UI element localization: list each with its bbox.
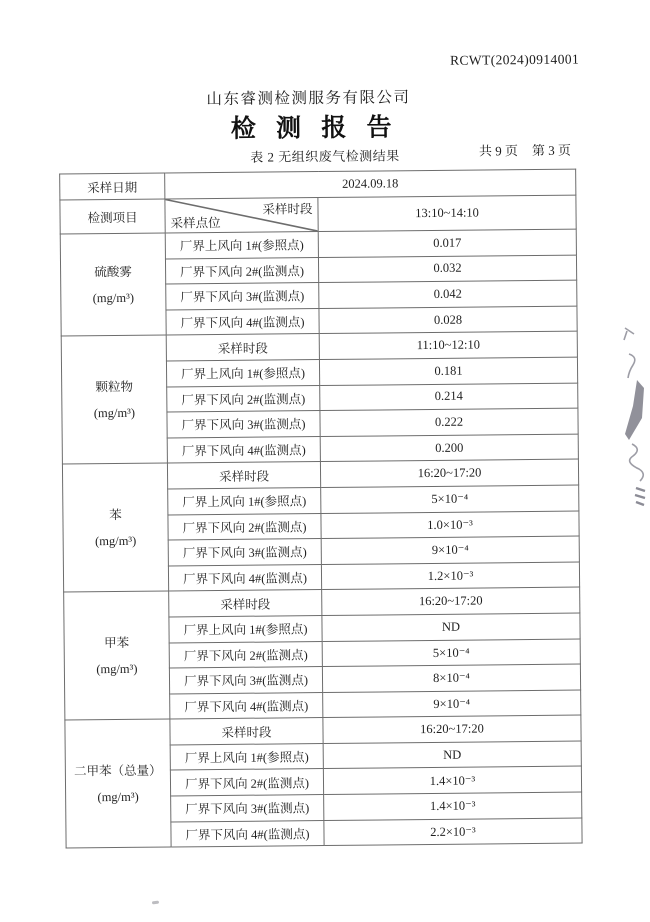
value-cell: 0.214 [320,383,578,411]
time-label-cell: 采样时段 [169,590,322,617]
page-indicator [465,140,571,160]
value-cell: 0.028 [319,306,577,334]
param-cell [61,335,167,464]
value-cell: 0.032 [318,255,576,283]
table-row [60,195,576,234]
value-cell: 9×10⁻⁴ [321,536,579,564]
diagonal-header-cell [165,198,318,233]
point-cell: 厂界下风向 2#(监测点) [168,513,321,540]
table-caption: 表 2 无组织废气检测结果 [250,148,400,165]
param-unit: (mg/m³) [96,661,138,677]
value-cell: 0.222 [320,408,578,436]
point-cell: 厂界下风向 3#(监测点) [168,539,321,566]
point-cell: 厂界下风向 3#(监测点) [169,667,322,694]
total-pages: 共 9 页 [478,143,518,159]
point-cell: 厂界下风向 2#(监测点) [169,641,322,668]
param-cell [65,719,171,848]
time-label-cell: 采样时段 [166,334,319,361]
param-unit: (mg/m³) [94,533,137,549]
point-cell: 厂界下风向 4#(监测点) [167,436,320,463]
param-name: 苯 [109,507,122,522]
point-cell: 厂界下风向 2#(监测点) [165,257,318,284]
ink-smudge-artifact [606,318,648,510]
param-unit: (mg/m³) [93,405,136,421]
diagonal-top-label: 采样时段 [262,202,313,217]
report-number: RCWT(2024)0914001 [450,51,580,68]
value-cell: 5×10⁻⁴ [321,485,579,513]
value-cell: 0.181 [319,357,577,385]
param-name: 硫酸雾 [94,264,132,279]
value-cell: 9×10⁻⁴ [323,690,581,718]
point-cell: 厂界上风向 1#(参照点) [170,743,323,770]
time-label-cell: 采样时段 [170,718,323,745]
param-unit: (mg/m³) [97,789,139,804]
time-value-cell: 16:20~17:20 [323,715,581,743]
value-cell: 1.4×10⁻³ [323,767,581,795]
value-cell: 1.0×10⁻³ [321,511,579,539]
param-cell [60,233,166,336]
point-cell: 厂界下风向 4#(监测点) [166,308,319,335]
point-cell: 厂界上风向 1#(参照点) [168,487,321,514]
point-cell: 厂界下风向 2#(监测点) [167,385,320,412]
point-cell: 厂界下风向 3#(监测点) [167,411,320,438]
sampling-date-label: 采样日期 [60,173,165,200]
value-cell: 5×10⁻⁴ [322,639,580,667]
value-cell: ND [323,741,581,769]
value-cell: 2.2×10⁻³ [324,818,582,846]
point-cell: 厂界下风向 4#(监测点) [168,564,321,591]
results-table [59,169,582,849]
sampling-date-value: 2024.09.18 [165,169,576,199]
header-time-cell: 13:10~14:10 [318,195,576,231]
param-unit: (mg/m³) [92,290,135,305]
value-cell: ND [322,613,580,641]
value-cell: 0.017 [318,229,576,257]
param-name: 甲苯 [104,635,130,650]
param-cell [62,463,168,592]
param-name: 颗粒物 [95,379,134,395]
point-cell: 厂界上风向 1#(参照点) [165,232,318,259]
page-title: 检 测 报 告 [230,114,399,143]
time-value-cell: 11:10~12:10 [319,331,577,359]
value-cell: 0.200 [320,434,578,462]
diagonal-bottom-label: 采样点位 [170,215,221,231]
point-cell: 厂界下风向 4#(监测点) [171,820,324,847]
point-cell: 厂界下风向 3#(监测点) [171,795,324,822]
company-name: 山东睿测检测服务有限公司 [206,89,411,109]
point-cell: 厂界下风向 4#(监测点) [170,692,323,719]
time-value-cell: 16:20~17:20 [320,459,578,487]
param-cell [64,591,170,720]
point-cell: 厂界下风向 3#(监测点) [166,283,319,310]
value-cell: 1.4×10⁻³ [324,792,582,820]
project-label-cell: 检测项目 [60,199,165,234]
time-label-cell: 采样时段 [167,462,320,489]
value-cell: 0.042 [319,280,577,308]
value-cell: 8×10⁻⁴ [322,664,580,692]
point-cell: 厂界上风向 1#(参照点) [166,360,319,387]
point-cell: 厂界上风向 1#(参照点) [169,615,322,642]
value-cell: 1.2×10⁻³ [321,562,579,590]
point-cell: 厂界下风向 2#(监测点) [170,769,323,796]
time-value-cell: 16:20~17:20 [322,587,580,615]
param-name: 二甲苯（总量） [74,763,162,779]
current-page: 第 3 页 [531,142,572,158]
ink-blob [625,380,644,440]
